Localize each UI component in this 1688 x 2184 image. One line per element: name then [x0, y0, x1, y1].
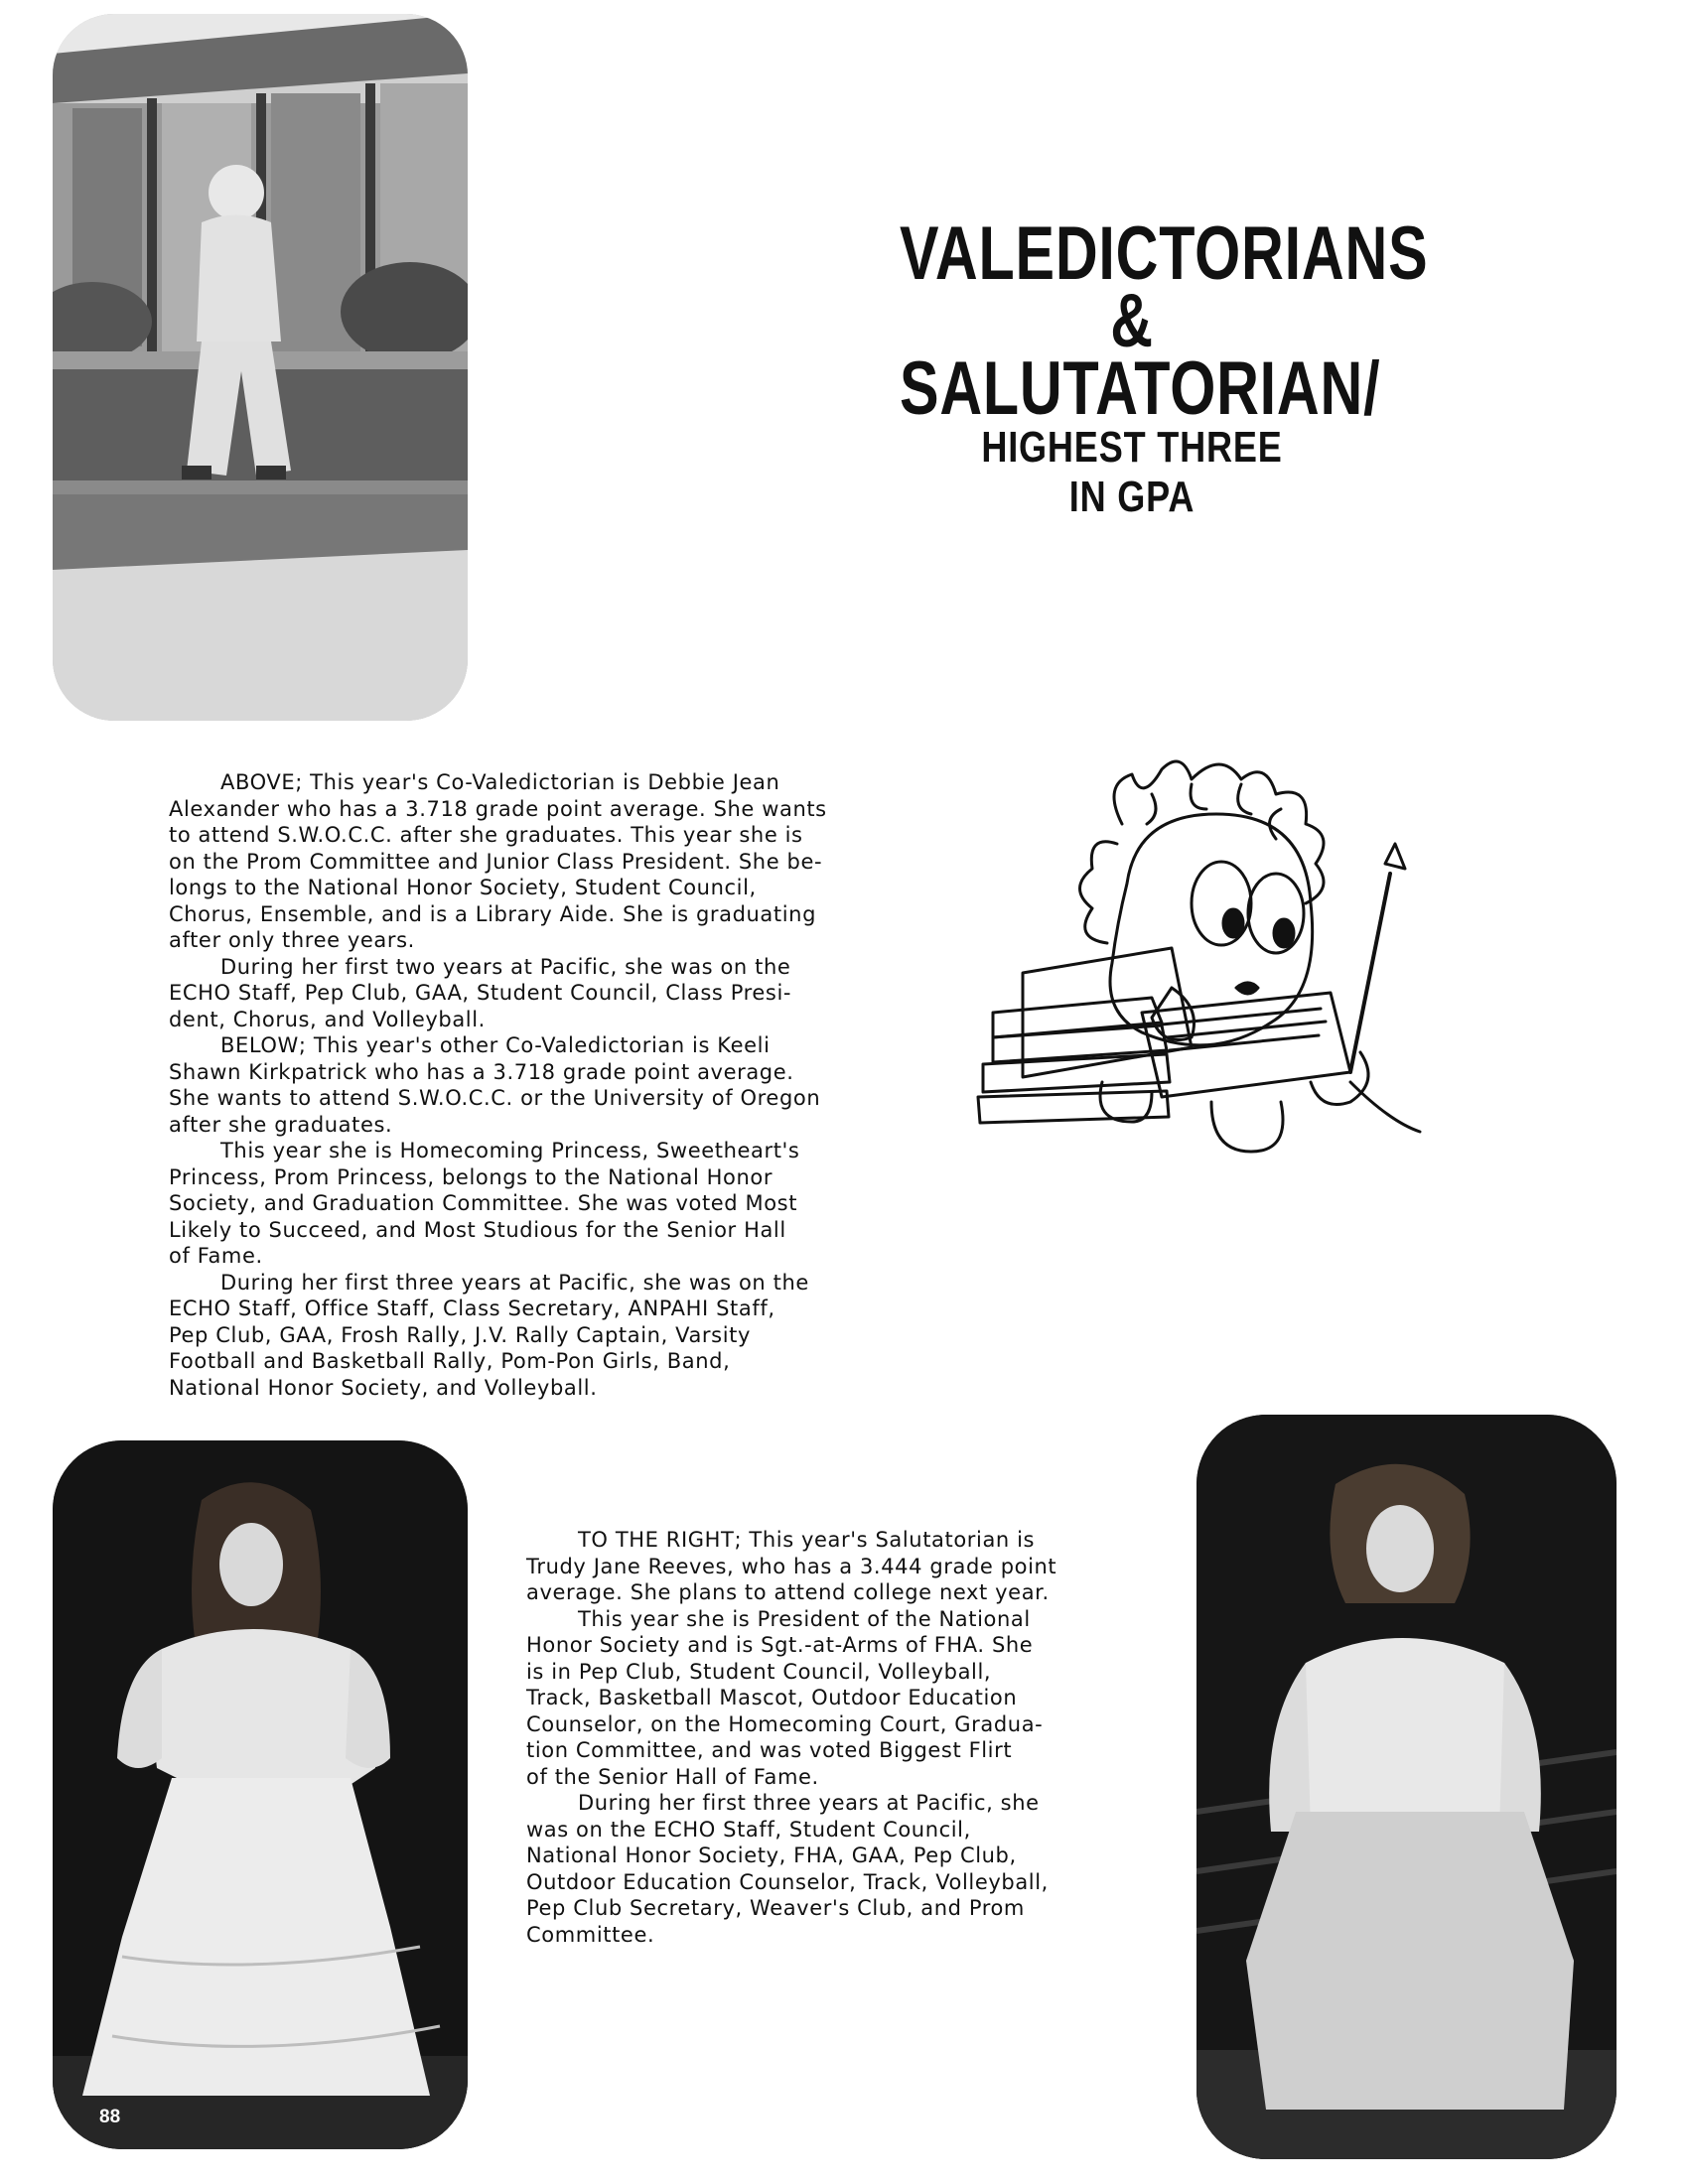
page-heading	[834, 211, 1430, 522]
heading-in-gpa: IN GPA	[1068, 473, 1196, 521]
caption-salutatorian	[526, 1527, 1122, 1948]
caption-paragraph: This year she is Homecoming Princess, Sweetheart's Princess, Prom Princess, belongs to the National Honor Society, and Graduation Committee. She was voted Most Likely to Succeed, and Most Studious for the Senior Hall of Fame.	[169, 1139, 800, 1268]
heading-salutatorian: SALUTATORIAN/	[900, 346, 1381, 431]
caption-valedictorians	[169, 769, 884, 1401]
page-number: 88	[99, 2107, 121, 2127]
studying-cartoon-illustration	[923, 754, 1450, 1201]
caption-paragraph: During her first three years at Pacific, she was on the ECHO Staff, Student Council, National Honor Society, FHA, GAA, Pep Club, Outdoor Education Counselor, Track, Volleyball, Pep Club Secretary, Weaver's Club, and Prom Committee.	[526, 1791, 1049, 1947]
caption-paragraph: TO THE RIGHT; This year's Salutatorian is Trudy Jane Reeves, who has a 3.444 grade point average. She plans to attend college next year.	[526, 1528, 1057, 1604]
heading-highest-three: HIGHEST THREE	[981, 423, 1283, 472]
caption-paragraph: ABOVE; This year's Co-Valedictorian is Debbie Jean Alexander who has a 3.718 grade point average. She wants to attend S.W.O.C.C. after she graduates. This year she is on the Prom Committee and Junior Class President. She be- longs to the National Honor Society, Student Council, Chorus, Ensemble, and is a Library Aide. She is graduating after only three years.	[169, 770, 827, 952]
photo-debbie-alexander	[53, 14, 468, 721]
photo-trudy-reeves	[1196, 1415, 1617, 2159]
heading-ampersand: &	[1110, 279, 1154, 363]
heading-valedictorians: VALEDICTORIANS	[900, 211, 1429, 296]
caption-paragraph: BELOW; This year's other Co-Valedictorian is Keeli Shawn Kirkpatrick who has a 3.718 grade point average. She wants to attend S.W.O.C.C. or the University of Oregon after she graduates.	[169, 1033, 821, 1137]
caption-paragraph: This year she is President of the National Honor Society and is Sgt.-at-Arms of FHA. She is in Pep Club, Student Council, Volleyball, Track, Basketball Mascot, Outdoor Education Counselor, on the Homecoming Court, Gradua- tion Committee, and was voted Biggest Flirt of the Senior Hall of Fame.	[526, 1606, 1044, 1789]
caption-paragraph: During her first two years at Pacific, she was on the ECHO Staff, Pep Club, GAA, Student Council, Class Presi- dent, Chorus, and Volleyball.	[169, 954, 792, 1031]
caption-paragraph: During her first three years at Pacific, she was on the ECHO Staff, Office Staff, Class Secretary, ANPAHI Staff, Pep Club, GAA, Frosh Rally, J.V. Rally Captain, Varsity Football and Basketball Rally, Pom-Pon Girls, Band, National Honor Society, and Volleyball.	[169, 1270, 809, 1400]
photo-keeli-kirkpatrick	[53, 1440, 468, 2149]
